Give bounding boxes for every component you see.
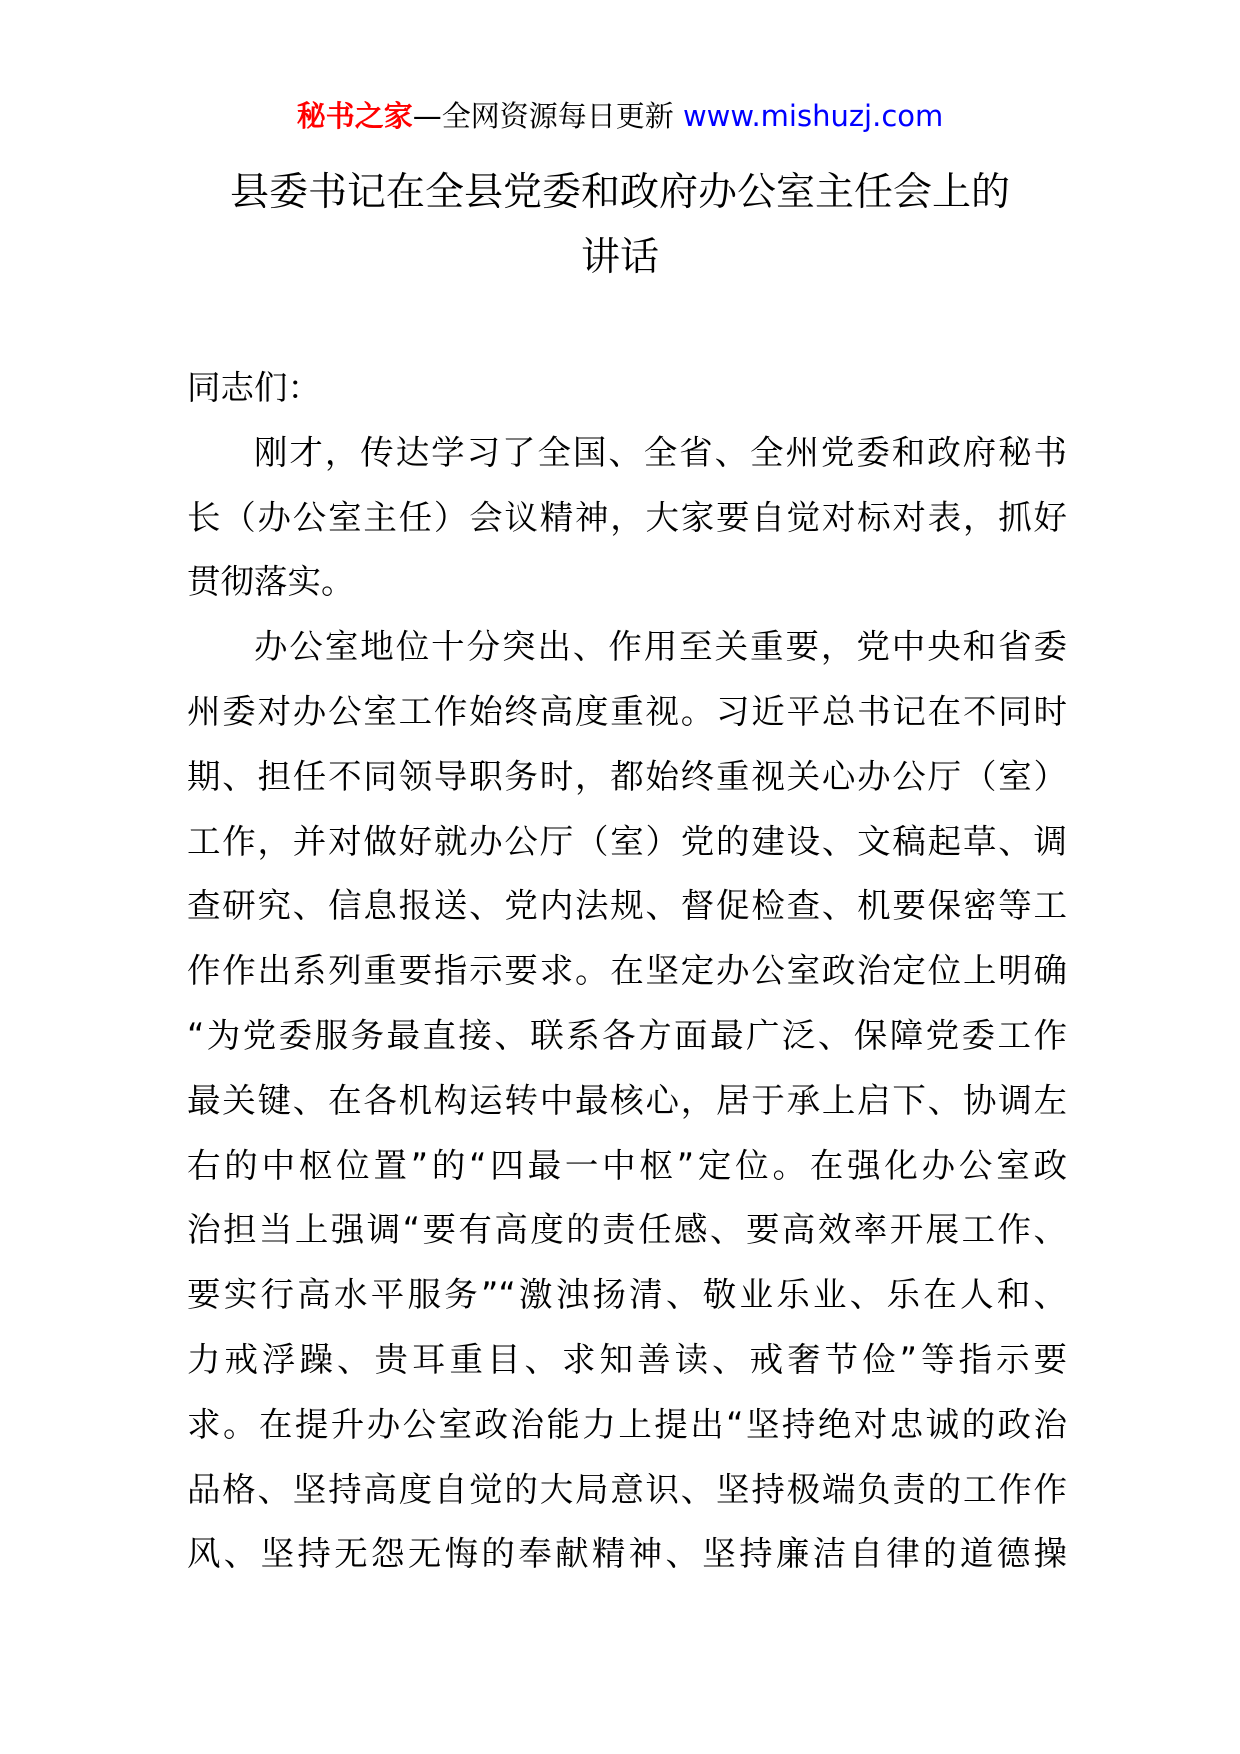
paragraph-line: 州委对办公室工作始终高度重视。习近平总书记在不同时 [187, 691, 1067, 731]
paragraph-line: 力戒浮躁、贵耳重目、求知善读、戒奢节俭”等指示要 [187, 1339, 1067, 1379]
paragraph-line: 风、坚持无怨无悔的奉献精神、坚持廉洁自律的道德操 [187, 1534, 1067, 1574]
paragraph-2 [187, 615, 1067, 1587]
brand-name: 秘书之家 [296, 99, 413, 133]
site-url-link[interactable]: www.mishuzj.com [682, 99, 944, 133]
document-title-line-1: 县委书记在全县党委和政府办公室主任会上的 [229, 170, 1010, 215]
paragraph-line: 长（办公室主任）会议精神，大家要自觉对标对表，抓好 [187, 497, 1067, 537]
paragraph-1 [187, 421, 1067, 615]
document-title [170, 160, 1070, 290]
paragraph-line: 作作出系列重要指示要求。在坚定办公室政治定位上明确 [187, 951, 1067, 991]
paragraph-line: 右的中枢位置”的“四最一中枢”定位。在强化办公室政 [187, 1145, 1067, 1185]
paragraph-line: 刚才，传达学习了全国、全省、全州党委和政府秘书 [254, 432, 1067, 472]
salutation: 同志们： [187, 368, 321, 407]
paragraph-line: 查研究、信息报送、党内法规、督促检查、机要保密等工 [187, 886, 1067, 926]
document-body [187, 356, 1067, 1587]
paragraph-line: 贯彻落实。 [187, 562, 355, 602]
header-tagline: —全网资源每日更新 [412, 99, 674, 133]
paragraph-line: “为党委服务最直接、联系各方面最广泛、保障党委工作 [187, 1015, 1067, 1055]
paragraph-line: 工作，并对做好就办公厅（室）党的建设、文稿起草、调 [187, 821, 1067, 861]
paragraph-line: 品格、坚持高度自觉的大局意识、坚持极端负责的工作作 [187, 1469, 1067, 1509]
paragraph-line: 治担当上强调“要有高度的责任感、要高效率开展工作、 [187, 1210, 1067, 1250]
paragraph-line: 期、担任不同领导职务时，都始终重视关心办公厅（室） [187, 756, 1067, 796]
watermark-header [0, 96, 1240, 136]
paragraph-line: 办公室地位十分突出、作用至关重要，党中央和省委 [254, 627, 1067, 667]
paragraph-line: 求。在提升办公室政治能力上提出“坚持绝对忠诚的政治 [187, 1404, 1067, 1444]
document-title-line-2: 讲话 [580, 235, 659, 280]
paragraph-line: 要实行高水平服务”“激浊扬清、敬业乐业、乐在人和、 [187, 1275, 1067, 1315]
paragraph-line: 最关键、在各机构运转中最核心，居于承上启下、协调左 [187, 1080, 1067, 1120]
